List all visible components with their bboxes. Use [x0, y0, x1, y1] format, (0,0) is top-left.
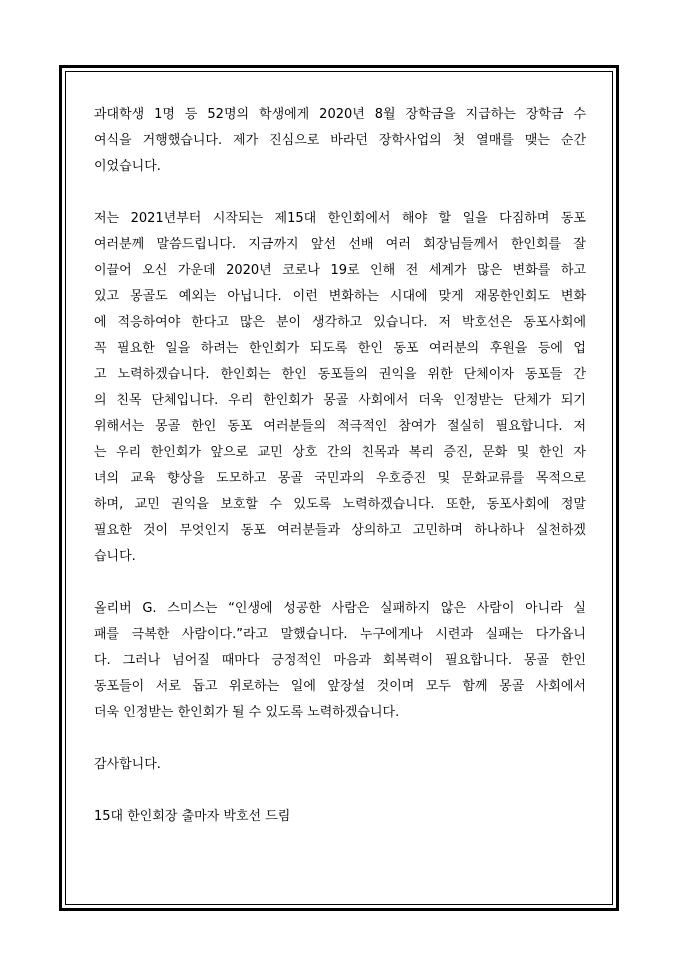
paragraph-pledge — [94, 206, 586, 570]
text-line: 하며, 교민 권익을 보호할 수 있도록 노력하겠습니다. 또한, 동포사회에 정말 — [94, 497, 586, 512]
text-line: 고 노력하겠습니다. 한인회는 한인 동포들의 권익을 위한 단체이자 동포들 간 — [94, 367, 586, 382]
text-line: 패를 극복한 사람이다.”라고 말했습니다. 누구에게나 시련과 실패는 다가옵니 — [94, 627, 586, 642]
text-line: 위해서는 몽골 한인 동포 여러분들의 적극적인 참여가 절실히 필요합니다. 저 — [94, 419, 586, 434]
paragraph-thanks — [94, 752, 586, 778]
paragraph-scholarship — [94, 102, 586, 180]
text-line: 습니다. — [94, 549, 136, 564]
text-line: 녀의 교육 향상을 도모하고 몽골 국민과의 우호증진 및 문화교류를 목적으로 — [94, 471, 586, 486]
text-line: 감사합니다. — [94, 757, 161, 772]
text-line: 과대학생 1명 등 52명의 학생에게 2020년 8월 장학금을 지급하는 장학금 수 — [94, 107, 586, 122]
text-line: 15대 한인회장 출마자 박호선 드림 — [94, 809, 291, 824]
text-line: 여러분께 말씀드립니다. 지금까지 앞선 선배 여러 회장님들께서 한인회를 잘 — [94, 237, 586, 252]
text-line: 동포들이 서로 돕고 위로하는 일에 앞장설 것이며 모두 함께 몽골 사회에서 — [94, 679, 586, 694]
text-line: 에 적응하여야 한다고 많은 분이 생각하고 있습니다. 저 박호선은 동포사회에 — [94, 315, 586, 330]
text-line: 이었습니다. — [94, 159, 161, 174]
text-line: 는 우리 한인회가 앞으로 교민 상호 간의 친목과 복리 증진, 문화 및 한인 자 — [94, 445, 586, 460]
text-line: 필요한 것이 무엇인지 동포 여러분들과 상의하고 고민하며 하나하나 실천하겠 — [94, 523, 586, 538]
text-line: 꼭 필요한 일을 하려는 한인회가 되도록 한인 동포 여러분의 후원을 등에 업 — [94, 341, 586, 356]
text-line: 이끌어 오신 가운데 2020년 코로나 19로 인해 전 세계가 많은 변화를 하고 — [94, 263, 586, 278]
text-line: 올리버 G. 스미스는 “인생에 성공한 사람은 실패하지 않은 사람이 아니라 실 — [94, 601, 586, 616]
text-line: 의 친목 단체입니다. 우리 한인회가 몽골 사회에서 더욱 인정받는 단체가 되기 — [94, 393, 586, 408]
text-line: 더욱 인정받는 한인회가 될 수 있도록 노력하겠습니다. — [94, 705, 400, 720]
paragraph-quote — [94, 596, 586, 726]
text-line: 다. 그러나 넘어질 때마다 긍정적인 마음과 회복력이 필요합니다. 몽골 한인 — [94, 653, 586, 668]
text-line: 저는 2021년부터 시작되는 제15대 한인회에서 해야 할 일을 다짐하며 동포 — [94, 211, 586, 226]
letter-body — [94, 102, 586, 856]
text-line: 여식을 거행했습니다. 제가 진심으로 바라던 장학사업의 첫 열매를 맺는 순간 — [94, 133, 586, 148]
text-line: 있고 몽골도 예외는 아닙니다. 이런 변화하는 시대에 맞게 재몽한인회도 변화 — [94, 289, 586, 304]
signature-line — [94, 804, 586, 830]
